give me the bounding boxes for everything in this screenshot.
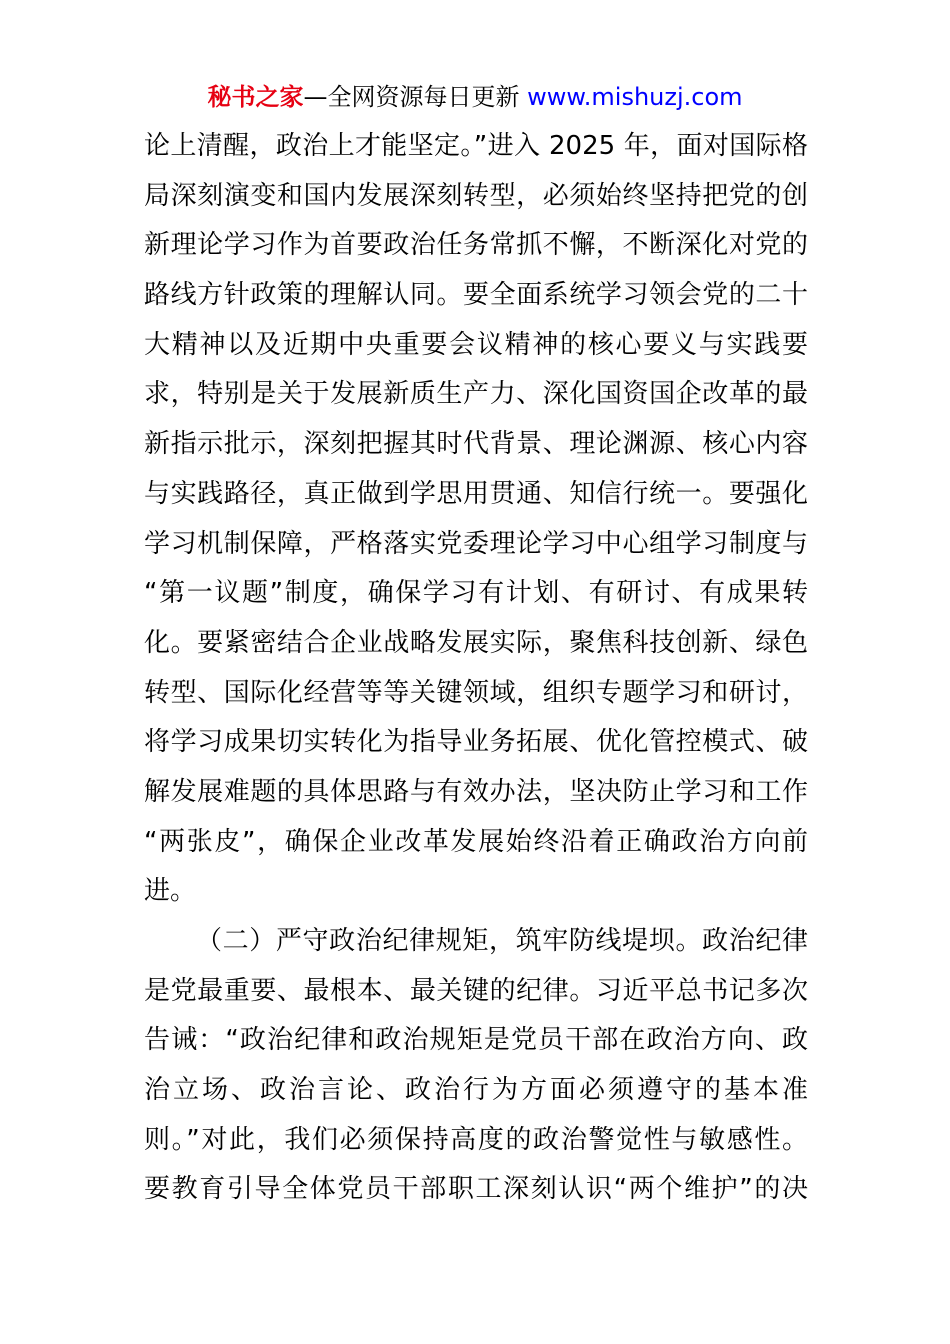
section-heading-line: （二）严守政治纪律规矩，筑牢防线堤坝。政治纪律	[196, 926, 808, 956]
text-line: 大精神以及近期中央重要会议精神的核心要义与实践要	[144, 329, 808, 360]
paragraph-end-line: 进。	[144, 876, 197, 907]
text-line: 告诫：“政治纪律和政治规矩是党员干部在政治方向、政	[144, 1025, 808, 1056]
text-line: 化。要紧密结合企业战略发展实际，聚焦科技创新、绿色	[144, 627, 808, 658]
site-tagline: —全网资源每日更新	[303, 83, 520, 111]
text-line: “两张皮”，确保企业改革发展始终沿着正确政治方向前	[144, 826, 808, 857]
text-line: 将学习成果切实转化为指导业务拓展、优化管控模式、破	[144, 727, 808, 758]
text-line: “第一议题”制度，确保学习有计划、有研讨、有成果转	[144, 578, 808, 609]
text-line: 要教育引导全体党员干部职工深刻认识“两个维护”的决	[144, 1174, 808, 1205]
text-line: 则。”对此，我们必须保持高度的政治警觉性与敏感性。	[144, 1124, 808, 1155]
text-line: 治立场、政治言论、政治行为方面必须遵守的基本准	[144, 1075, 808, 1106]
text-line: 转型、国际化经营等等关键领域，组织专题学习和研讨，	[144, 677, 808, 708]
text-line: 新理论学习作为首要政治任务常抓不懈，不断深化对党的	[144, 230, 808, 261]
text-line: 与实践路径，真正做到学思用贯通、知信行统一。要强化	[144, 478, 808, 509]
text-line: 是党最重要、最根本、最关键的纪律。习近平总书记多次	[144, 975, 808, 1006]
text-line: 解发展难题的具体思路与有效办法，坚决防止学习和工作	[144, 776, 808, 807]
text-line: 学习机制保障，严格落实党委理论学习中心组学习制度与	[144, 528, 808, 559]
text-line: 路线方针政策的理解认同。要全面系统学习领会党的二十	[144, 280, 808, 311]
site-brand: 秘书之家	[207, 83, 304, 111]
text-line: 求，特别是关于发展新质生产力、深化国资国企改革的最	[144, 379, 808, 410]
site-header	[0, 80, 950, 114]
text-line: 论上清醒，政治上才能坚定。”进入 2025 年，面对国际格	[144, 131, 808, 161]
site-url-link[interactable]: www.mishuzj.com	[527, 83, 743, 111]
document-body	[144, 122, 808, 1215]
text-line: 局深刻演变和国内发展深刻转型，必须始终坚持把党的创	[144, 180, 808, 211]
text-line: 新指示批示，深刻把握其时代背景、理论渊源、核心内容	[144, 429, 808, 460]
